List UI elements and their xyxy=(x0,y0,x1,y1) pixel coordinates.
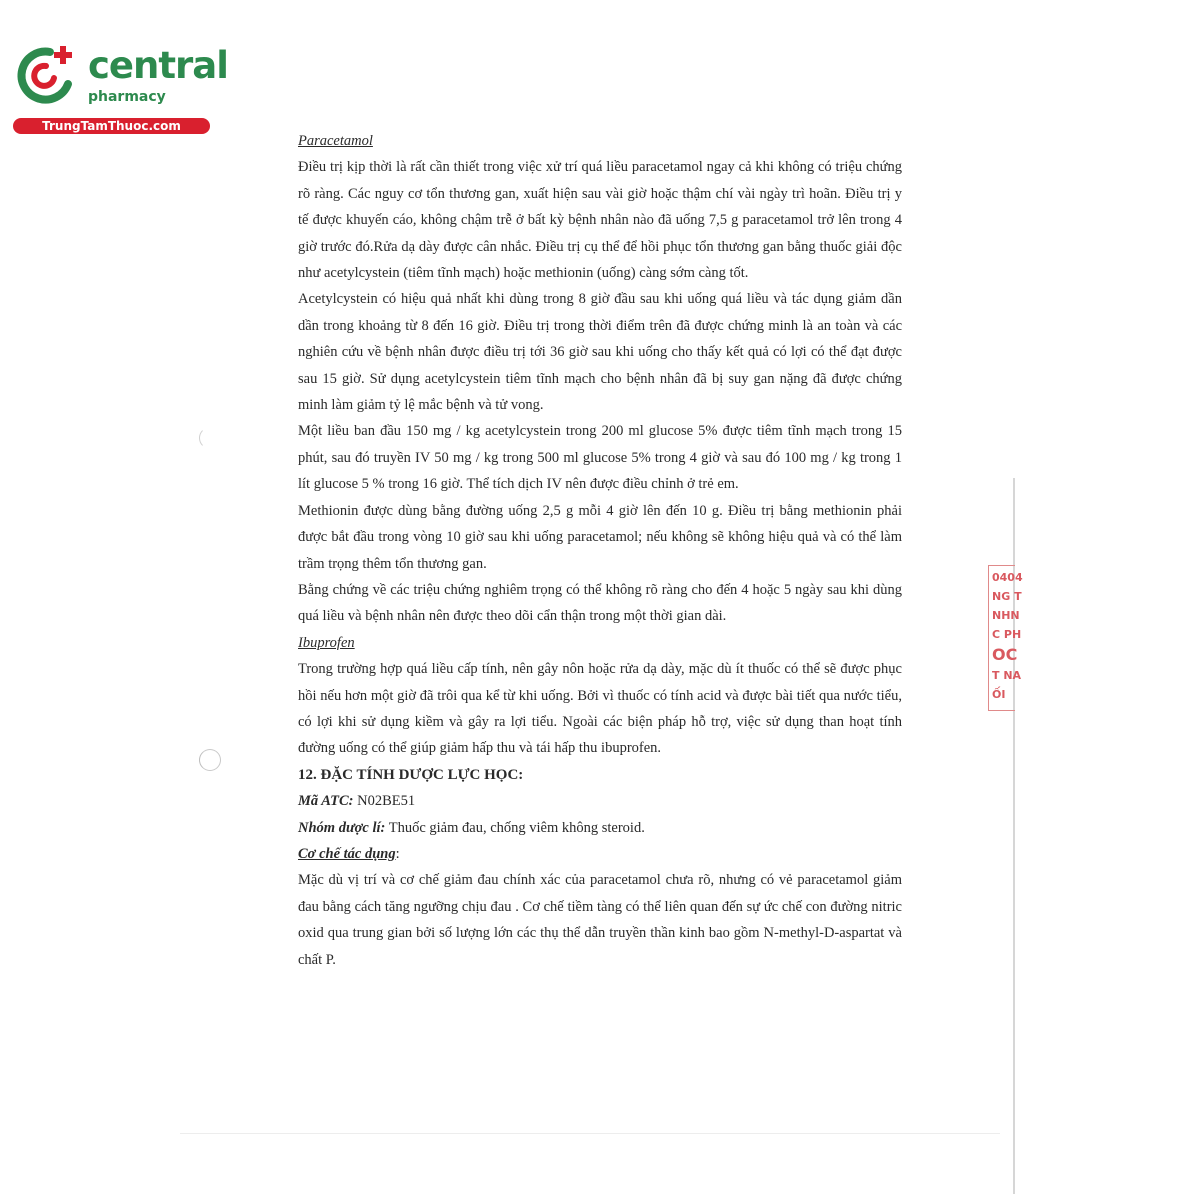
stamp-line: OC xyxy=(992,645,1018,664)
ibuprofen-heading: Ibuprofen xyxy=(298,634,355,651)
group-label: Nhóm dược lí: xyxy=(298,819,386,836)
stamp-line: T NA xyxy=(992,669,1022,682)
mechanism-paragraph: Mặc dù vị trí và cơ chế giảm đau chính xác của paracetamol chưa rõ, nhưng có vẻ paracetamol giảm đau bằng cách tăng ngưỡng chịu đau . Cơ chế tiềm tàng có thể liên quan đến sự ức chế con đường nitric oxid qua trung gian bởi số lượng lớn các thụ thể dẫn truyền thần kinh bao gồm N-methyl-D-aspartat và chất P. xyxy=(298,872,902,968)
mechanism-colon: : xyxy=(395,845,400,862)
atc-label: Mã ATC: xyxy=(298,793,354,810)
paracetamol-paragraph-1: Điều trị kịp thời là rất cần thiết trong việc xử trí quá liều paracetamol ngay cả khi không có triệu chứng rõ ràng. Các nguy cơ tổn thương gan, xuất hiện sau vài giờ hoặc thậm chí vài ngày trì hoãn. Điều trị y tế được khuyến cáo, không chậm trễ ở bất kỳ bệnh nhân nào đã uống 7,5 g paracetamol trở lên trong 4 giờ trước đó.Rửa dạ dày được cân nhắc. Điều trị cụ thể để hồi phục tổn thương gan bằng thuốc giải độc như acetylcystein (tiêm tĩnh mạch) hoặc methionin (uống) càng sớm càng tốt. xyxy=(298,159,902,282)
red-approval-stamp xyxy=(988,565,1023,711)
logo-site-url: TrungTamThuoc.com xyxy=(13,118,210,134)
page-bottom-edge xyxy=(180,1133,1000,1134)
paracetamol-paragraph-4: Methionin được dùng bằng đường uống 2,5 g mỗi 4 giờ lên đến 10 g. Điều trị bằng methionin phải được bắt đầu trong vòng 10 giờ sau khi uống paracetamol; nếu không sẽ không hiệu quả và có thể làm trầm trọng thêm tổn thương gan. xyxy=(298,502,902,572)
punch-hole-top xyxy=(199,427,221,449)
paracetamol-paragraph-2: Acetylcystein có hiệu quả nhất khi dùng trong 8 giờ đầu sau khi uống quá liều và tác dụng giảm dần dần trong khoảng từ 8 đến 16 giờ. Điều trị trong thời điểm trên đã được chứng minh là an toàn và các nghiên cứu về bệnh nhân được điều trị tới 36 giờ sau khi uống cho thấy kết quả có lợi có thể đạt được sau 15 giờ. Sử dụng acetylcystein tiêm tĩnh mạch cho bệnh nhân đã bị suy gan nặng đã được chứng minh làm giảm tỷ lệ mắc bệnh và tử vong. xyxy=(298,291,902,414)
paracetamol-paragraph-3: Một liều ban đầu 150 mg / kg acetylcystein trong 200 ml glucose 5% được tiêm tĩnh mạch trong 15 phút, sau đó truyền IV 50 mg / kg trong 500 ml glucose 5% trong 4 giờ và sau đó 100 mg / kg trong 1 lít glucose 5 % trong 16 giờ. Thể tích dịch IV nên được điều chỉnh ở trẻ em. xyxy=(298,423,902,493)
punch-hole-bottom xyxy=(199,749,221,771)
mechanism-line xyxy=(298,841,902,867)
logo-subtitle: pharmacy xyxy=(88,89,166,105)
section-12-heading: 12. ĐẶC TÍNH DƯỢC LỰC HỌC: xyxy=(298,766,524,783)
paracetamol-heading: Paracetamol xyxy=(298,133,373,149)
atc-value: N02BE51 xyxy=(353,793,416,810)
mechanism-label: Cơ chế tác dụng xyxy=(298,845,396,862)
stamp-line: NG T xyxy=(992,590,1022,603)
central-pharmacy-logo[interactable] xyxy=(10,38,228,138)
document-body xyxy=(298,128,902,973)
paracetamol-paragraph-5: Bằng chứng về các triệu chứng nghiêm trọng có thể không rõ ràng cho đến 4 hoặc 5 ngày sau khi dùng quá liều và bệnh nhân nên được theo dõi cẩn thận trong một thời gian dài. xyxy=(298,581,902,625)
stamp-line: 0404 xyxy=(992,571,1023,584)
logo-name: central xyxy=(88,44,228,87)
ibuprofen-paragraph: Trong trường hợp quá liều cấp tính, nên gây nôn hoặc rửa dạ dày, mặc dù ít thuốc có thể sẽ được phục hồi nếu hơn một giờ đã trôi qua kể từ khi uống. Bởi vì thuốc có tính acid và được bài tiết qua nước tiểu, có lợi khi sử dụng kiềm và gây ra lợi tiểu. Ngoài các biện pháp hỗ trợ, việc sử dụng than hoạt tính đường uống có thể giúp giảm hấp thu và tái hấp thu ibuprofen. xyxy=(298,661,902,757)
atc-code-line xyxy=(298,788,902,814)
pharmacologic-group-line xyxy=(298,815,902,841)
stamp-line: C PH xyxy=(992,628,1022,641)
stamp-line: ỐI xyxy=(992,688,1006,701)
logo-mark-icon xyxy=(10,38,82,110)
group-value: Thuốc giảm đau, chống viêm không steroid. xyxy=(385,819,645,836)
stamp-line: NHN xyxy=(992,609,1020,622)
